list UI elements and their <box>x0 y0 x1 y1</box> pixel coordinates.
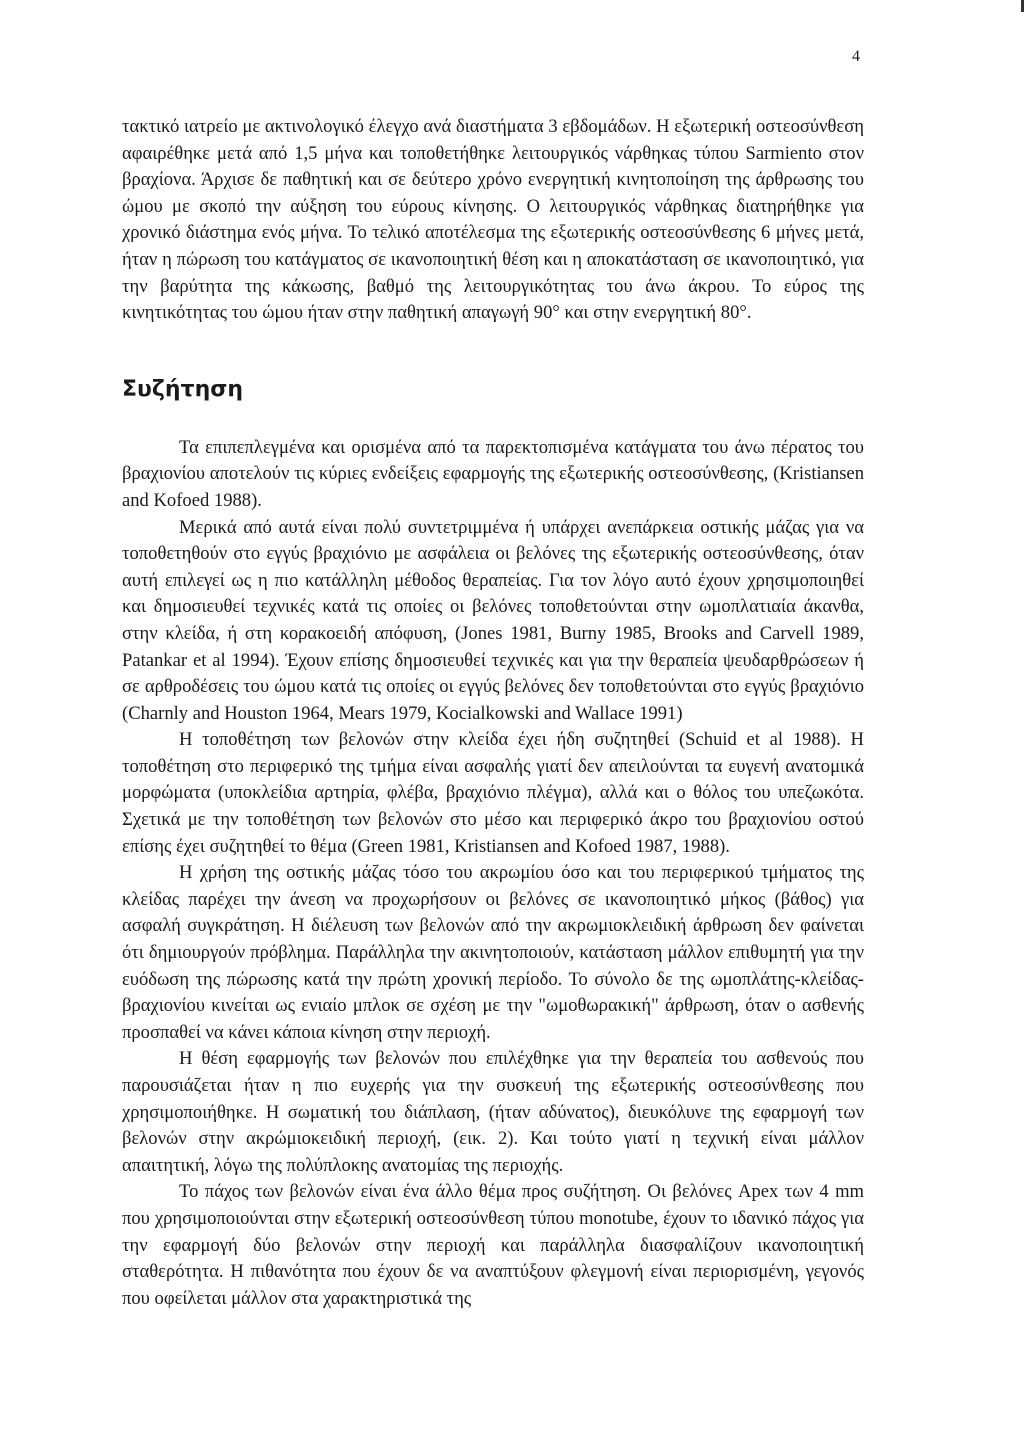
discussion-paragraph-1: Τα επιπεπλεγμένα και ορισμένα από τα παρεκτοπισμένα κατάγματα του άνω πέρατος του βραχιονίου αποτελούν τις κύριες ενδείξεις εφαρμογής της εξωτερικής οστεοσύνθεσης, (Kristiansen and Kofoed 1988). <box>122 436 864 511</box>
section-heading: Συζήτηση <box>122 376 244 402</box>
discussion-paragraph-2: Μερικά από αυτά είναι πολύ συντετριμμένα ή υπάρχει ανεπάρκεια οστικής μάζας για να τοποθετηθούν στο εγγύς βραχιόνιο με ασφάλεια οι βελόνες της εξωτερικής οστεοσύνθεσης, όταν αυτή επιλεγεί ως η πιο κατάλληλη μέθοδος θεραπείας. Για τον λόγο αυτό έχουν χρησιμοποιηθεί και δημοσιευθεί τεχνικές κατά τις οποίες οι βελόνες τοποθετούνται στην ωμοπλατιαία άκανθα, στην κλείδα, ή στη κορακοειδή απόφυση, (Jones 1981, Burny 1985, Brooks and Carvell 1989, Patankar et al 1994). Έχουν επίσης δημοσιευθεί τεχνικές και για την θεραπεία ψευδαρθρώσεων ή σε αρθροδέσεις του ώμου κατά τις οποίες οι εγγύς βελόνες δεν τοποθετούνται στο εγγύς βραχιόνιο (Charnly and Houston 1964, Mears 1979, Kocialkowski and Wallace 1991) <box>122 516 864 724</box>
intro-paragraph: τακτικό ιατρείο με ακτινολογικό έλεγχο ανά διαστήματα 3 εβδομάδων. Η εξωτερική οστεοσύνθεση αφαιρέθηκε μετά από 1,5 μήνα και τοποθετήθηκε λειτουργικός νάρθηκας τύπου Sarmiento στον βραχίονα. Άρχισε δε παθητική και σε δεύτερο χρόνο ενεργητική κινητοποίηση της άρθρωσης του ώμου με σκοπό την αύξηση του εύρους κίνησης. Ο λειτουργικός νάρθηκας διατηρήθηκε για χρονικό διάστημα ενός μήνα. Το τελικό αποτέλεσμα της εξωτερικής οστεοσύνθεσης 6 μήνες μετά, ήταν η πώρωση του κατάγματος σε ικανοποιητική θέση και η αποκατάσταση σε ικανοποιητικό, για την βαρύτητα της κάκωσης, βαθμό της λειτουργικότητας του άνω άκρου. Το εύρος της κινητικότητας του ώμου ήταν στην παθητική απαγωγή 90° και στην ενεργητική 80°. <box>122 116 864 324</box>
discussion-paragraph-5: Η θέση εφαρμογής των βελονών που επιλέχθηκε για την θεραπεία του ασθενούς που παρουσιάζεται ήταν η πιο ευχερής για την συσκευή της εξωτερικής οστεοσύνθεσης που χρησιμοποιήθηκε. Η σωματική του διάπλαση, (ήταν αδύνατος), διευκόλυνε της εφαρμογή των βελονών στην ακρώμιοκειδική περιοχή, (εικ. 2). Και τούτο γιατί η τεχνική είναι μάλλον απαιτητική, λόγω της πολύπλοκης ανατομίας της περιοχής. <box>122 1048 864 1176</box>
discussion-paragraph-3: Η τοποθέτηση των βελονών στην κλείδα έχει ήδη συζητηθεί (Schuid et al 1988). Η τοποθέτηση στο περιφερικό της τμήμα είναι ασφαλής γιατί δεν απειλούνται τα ευγενή ανατομικά μορφώματα (υποκλείδια αρτηρία, φλέβα, βραχιόνιο πλέγμα), αλλά και ο θόλος του υπεζωκότα. Σχετικά με την τοποθέτηση των βελονών στο μέσο και περιφερικό άκρο του βραχιονίου οστού επίσης έχει συζητηθεί το θέμα (Green 1981, Kristiansen and Kofoed 1987, 1988). <box>122 729 864 857</box>
discussion-paragraph-6: Το πάχος των βελονών είναι ένα άλλο θέμα προς συζήτηση. Οι βελόνες Apex των 4 mm που χρησιμοποιούνται στην εξωτερική οστεοσύνθεση τύπου monotube, έχουν το ιδανικό πάχος για την εφαρμογή δύο βελονών στην περιοχή και παράλληλα διασφαλίζουν ικανοποιητική σταθερότητα. Η πιθανότητα που έχουν δε να αναπτύξουν φλεγμονή είναι περιορισμένη, γεγονός που οφείλεται μάλλον στα χαρακτηριστικά της <box>122 1181 864 1309</box>
discussion-paragraph-4: Η χρήση της οστικής μάζας τόσο του ακρωμίου όσο και του περιφερικού τμήματος της κλείδας παρέχει την άνεση να προχωρήσουν οι βελόνες σε ικανοποιητικό μήκος (βάθος) για ασφαλή συγκράτηση. Η διέλευση των βελονών από την ακρωμιοκλειδική άρθρωση δεν φαίνεται ότι δημιουργούν πρόβλημα. Παράλληλα την ακινητοποιούν, κατάσταση μάλλον επιθυμητή για την ευόδωση της πώρωσης κατά την πρώτη χρονική περίοδο. Το σύνολο δε της ωμοπλάτης-κλείδας-βραχιονίου κινείται ως ενιαίο μπλοκ σε σχέση με την "ωμοθωρακική" άρθρωση, όταν ο ασθενής προσπαθεί να κάνει κάποια κίνηση στην περιοχή. <box>122 862 864 1043</box>
document-body <box>122 114 864 1312</box>
page-number: 4 <box>852 48 860 65</box>
